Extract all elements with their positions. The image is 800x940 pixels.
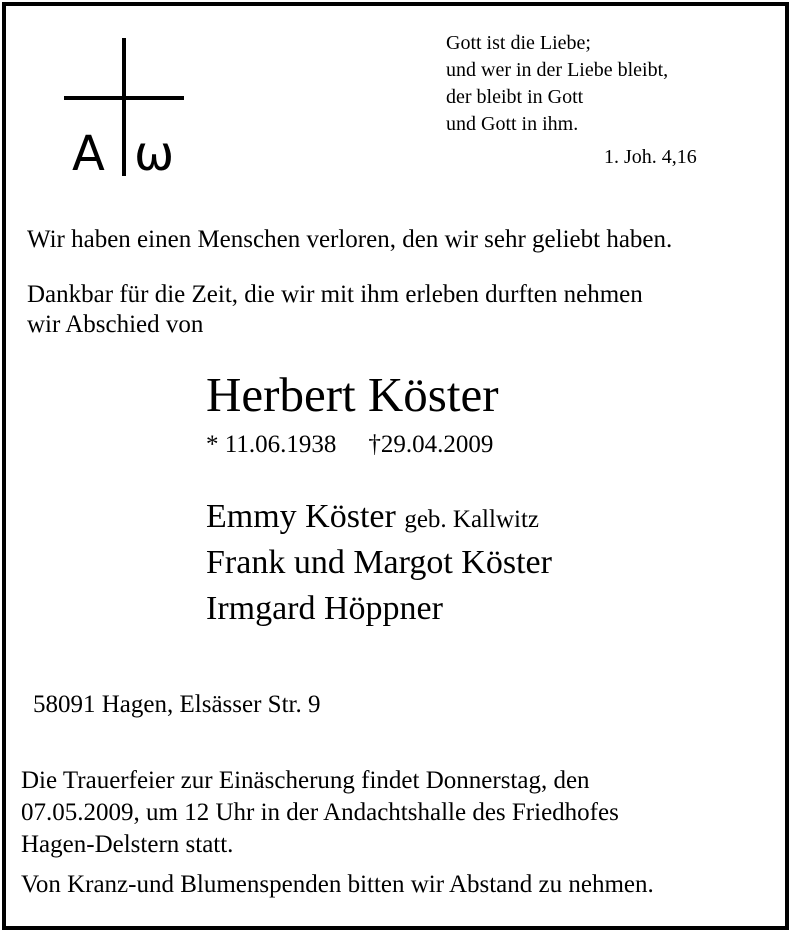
verse-line: und Gott in ihm. bbox=[446, 113, 579, 135]
mourner-name: Emmy Köster bbox=[206, 498, 396, 535]
mourner-3 bbox=[206, 590, 443, 628]
verse-line: der bleibt in Gott bbox=[446, 86, 584, 108]
bible-verse bbox=[446, 30, 668, 138]
intro-line-3: wir Abschied von bbox=[27, 311, 204, 338]
life-dates bbox=[206, 431, 493, 459]
verse-line: Gott ist die Liebe; bbox=[446, 32, 591, 54]
mourner-name: Frank und Margot Köster bbox=[206, 544, 552, 581]
mourner-2 bbox=[206, 544, 552, 582]
intro-line-1: Wir haben einen Menschen verloren, den wir sehr geliebt haben. bbox=[27, 226, 673, 253]
mourner-note: geb. Kallwitz bbox=[404, 506, 539, 533]
death-date: †29.04.2009 bbox=[368, 431, 494, 458]
funeral-line-1: Die Trauerfeier zur Einäscherung findet Donnerstag, den bbox=[21, 767, 590, 794]
intro-line-2: Dankbar für die Zeit, die wir mit ihm erleben durften nehmen bbox=[27, 281, 643, 308]
deceased-name: Herbert Köster bbox=[206, 367, 499, 422]
omega-letter: ω bbox=[134, 126, 175, 178]
mourner-name: Irmgard Höppner bbox=[206, 590, 443, 627]
verse-line: und wer in der Liebe bleibt, bbox=[446, 59, 669, 81]
funeral-line-2: 07.05.2009, um 12 Uhr in der Andachtshalle des Friedhofes bbox=[21, 799, 619, 826]
address: 58091 Hagen, Elsässer Str. 9 bbox=[33, 691, 321, 718]
alpha-letter: A bbox=[72, 126, 105, 178]
donations-note: Von Kranz-und Blumenspenden bitten wir Abstand zu nehmen. bbox=[21, 871, 654, 898]
funeral-line-3: Hagen-Delstern statt. bbox=[21, 831, 234, 858]
birth-date: * 11.06.1938 bbox=[206, 431, 337, 458]
verse-reference: 1. Joh. 4,16 bbox=[604, 146, 697, 168]
mourner-1 bbox=[206, 498, 539, 536]
cross-alpha-omega-icon bbox=[62, 38, 192, 178]
